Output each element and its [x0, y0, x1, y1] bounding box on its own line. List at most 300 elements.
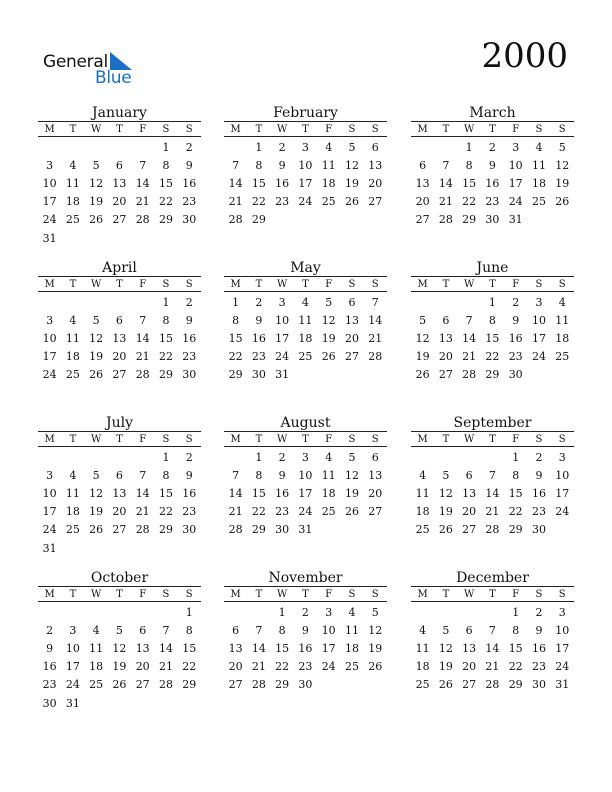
week-row	[224, 448, 387, 466]
day-cell: 6	[442, 313, 450, 327]
day-cell: 23	[275, 195, 290, 209]
weekday-header	[411, 432, 574, 447]
day-cell: 5	[371, 605, 379, 619]
week-row	[411, 174, 574, 192]
day-cell: 6	[115, 313, 123, 327]
day-cell: 1	[162, 295, 170, 309]
weekday-label: T	[442, 588, 450, 600]
day-cell: 19	[344, 176, 359, 190]
day-cell: 20	[135, 660, 150, 674]
day-cell: 15	[228, 331, 243, 345]
day-cell: 10	[42, 176, 57, 190]
day-cell: 10	[42, 331, 57, 345]
day-cell: 20	[415, 195, 430, 209]
day-cell: 31	[555, 678, 570, 692]
week-rows	[411, 137, 574, 229]
day-cell: 25	[531, 195, 546, 209]
day-cell: 23	[275, 505, 290, 519]
day-cell: 24	[555, 505, 570, 519]
day-cell: 19	[368, 641, 383, 655]
weekday-label: W	[464, 588, 475, 600]
weekday-label: S	[162, 278, 170, 290]
day-cell: 8	[488, 313, 496, 327]
day-cell: 18	[555, 331, 570, 345]
day-cell: 12	[438, 641, 453, 655]
day-cell: 10	[555, 468, 570, 482]
weekday-label: M	[417, 588, 428, 600]
calendar-year: 2000	[481, 36, 568, 76]
day-cell: 25	[555, 350, 570, 364]
day-cell: 24	[42, 523, 57, 537]
day-cell: 19	[89, 350, 104, 364]
week-row	[38, 211, 201, 229]
day-cell: 26	[415, 368, 430, 382]
day-cell: 4	[301, 295, 309, 309]
day-cell: 17	[65, 660, 80, 674]
day-cell: 22	[182, 660, 197, 674]
day-cell: 8	[512, 468, 520, 482]
day-cell: 5	[419, 313, 427, 327]
day-cell: 1	[512, 605, 520, 619]
week-row	[38, 466, 201, 484]
month-title: June	[411, 260, 574, 277]
day-cell: 27	[438, 368, 453, 382]
day-cell: 19	[438, 660, 453, 674]
day-cell: 20	[368, 486, 383, 500]
day-cell: 13	[344, 313, 359, 327]
day-cell: 19	[89, 195, 104, 209]
day-cell: 16	[182, 331, 197, 345]
day-cell: 27	[135, 678, 150, 692]
week-row	[411, 676, 574, 694]
weekday-label: M	[44, 123, 55, 135]
day-cell: 21	[135, 195, 150, 209]
weekday-label: W	[91, 123, 102, 135]
day-cell: 13	[462, 486, 477, 500]
week-row	[411, 138, 574, 156]
day-cell: 3	[301, 140, 309, 154]
day-cell: 21	[135, 505, 150, 519]
week-row	[411, 293, 574, 311]
week-row	[38, 503, 201, 521]
week-rows	[224, 137, 387, 229]
day-cell: 12	[555, 158, 570, 172]
day-cell: 28	[135, 523, 150, 537]
day-cell: 22	[158, 350, 173, 364]
weekday-header	[411, 587, 574, 602]
day-cell: 20	[112, 350, 127, 364]
day-cell: 1	[465, 140, 473, 154]
week-row	[411, 621, 574, 639]
day-cell: 16	[508, 331, 523, 345]
day-cell: 2	[535, 605, 543, 619]
day-cell: 8	[255, 468, 263, 482]
day-cell: 23	[531, 505, 546, 519]
day-cell: 30	[275, 523, 290, 537]
weekday-label: W	[464, 433, 475, 445]
day-cell: 8	[162, 468, 170, 482]
day-cell: 7	[255, 623, 263, 637]
day-cell: 18	[89, 660, 104, 674]
day-cell: 15	[251, 486, 266, 500]
week-rows	[224, 602, 387, 694]
day-cell: 5	[92, 468, 100, 482]
weekday-label: T	[116, 278, 123, 290]
day-cell: 7	[465, 313, 473, 327]
day-cell: 27	[344, 350, 359, 364]
day-cell: 29	[462, 213, 477, 227]
day-cell: 17	[321, 641, 336, 655]
day-cell: 8	[255, 158, 263, 172]
day-cell: 25	[415, 523, 430, 537]
day-cell: 3	[301, 450, 309, 464]
day-cell: 9	[185, 468, 193, 482]
day-cell: 21	[485, 660, 500, 674]
day-cell: 16	[275, 486, 290, 500]
weekday-label: F	[512, 278, 520, 290]
day-cell: 22	[158, 505, 173, 519]
day-cell: 4	[69, 468, 77, 482]
day-cell: 24	[555, 660, 570, 674]
weekday-header	[224, 122, 387, 137]
week-row	[411, 156, 574, 174]
day-cell: 26	[89, 523, 104, 537]
week-row	[38, 293, 201, 311]
week-row	[224, 521, 387, 539]
week-row	[411, 366, 574, 384]
weekday-label: W	[277, 588, 288, 600]
day-cell: 21	[228, 195, 243, 209]
day-cell: 25	[321, 505, 336, 519]
day-cell: 7	[371, 295, 379, 309]
day-cell: 18	[65, 195, 80, 209]
week-row	[411, 466, 574, 484]
week-row	[411, 603, 574, 621]
weekday-label: S	[535, 588, 543, 600]
day-cell: 7	[232, 158, 240, 172]
day-cell: 15	[182, 641, 197, 655]
day-cell: 26	[112, 678, 127, 692]
weekday-label: M	[230, 278, 241, 290]
day-cell: 2	[185, 450, 193, 464]
day-cell: 26	[89, 213, 104, 227]
day-cell: 4	[92, 623, 100, 637]
day-cell: 18	[321, 486, 336, 500]
day-cell: 13	[112, 486, 127, 500]
weekday-label: F	[325, 278, 333, 290]
day-cell: 18	[65, 505, 80, 519]
day-cell: 24	[298, 505, 313, 519]
month-title: May	[224, 260, 387, 277]
day-cell: 29	[251, 213, 266, 227]
weekday-label: S	[162, 588, 170, 600]
day-cell: 24	[508, 195, 523, 209]
month-november	[224, 570, 387, 694]
day-cell: 6	[232, 623, 240, 637]
day-cell: 23	[182, 505, 197, 519]
weekday-label: M	[230, 588, 241, 600]
weekday-label: S	[371, 588, 379, 600]
day-cell: 18	[415, 505, 430, 519]
day-cell: 22	[462, 195, 477, 209]
week-row	[411, 484, 574, 502]
weekday-header	[224, 432, 387, 447]
day-cell: 17	[275, 331, 290, 345]
day-cell: 28	[251, 678, 266, 692]
day-cell: 23	[42, 678, 57, 692]
week-rows	[38, 602, 201, 712]
day-cell: 28	[438, 213, 453, 227]
day-cell: 2	[512, 295, 520, 309]
week-row	[224, 211, 387, 229]
day-cell: 27	[368, 195, 383, 209]
day-cell: 10	[508, 158, 523, 172]
weekday-label: M	[417, 123, 428, 135]
day-cell: 4	[558, 295, 566, 309]
weekday-label: T	[69, 588, 77, 600]
day-cell: 4	[419, 468, 427, 482]
weekday-header	[38, 277, 201, 292]
weekday-label: M	[230, 123, 241, 135]
day-cell: 29	[275, 678, 290, 692]
day-cell: 9	[488, 158, 496, 172]
day-cell: 21	[462, 350, 477, 364]
day-cell: 7	[139, 468, 147, 482]
day-cell: 26	[555, 195, 570, 209]
day-cell: 20	[462, 660, 477, 674]
day-cell: 6	[115, 468, 123, 482]
day-cell: 22	[485, 350, 500, 364]
week-row	[224, 193, 387, 211]
weekday-label: F	[325, 123, 333, 135]
week-row	[224, 639, 387, 657]
weekday-header	[224, 277, 387, 292]
day-cell: 16	[42, 660, 57, 674]
week-row	[38, 639, 201, 657]
day-cell: 27	[462, 678, 477, 692]
day-cell: 17	[42, 350, 57, 364]
day-cell: 1	[255, 450, 263, 464]
day-cell: 21	[135, 350, 150, 364]
weekday-label: T	[489, 278, 496, 290]
day-cell: 15	[485, 331, 500, 345]
weekday-label: W	[464, 278, 475, 290]
weekday-label: F	[512, 433, 520, 445]
day-cell: 31	[275, 368, 290, 382]
day-cell: 13	[228, 641, 243, 655]
day-cell: 30	[485, 213, 500, 227]
day-cell: 1	[232, 295, 240, 309]
day-cell: 11	[344, 623, 359, 637]
weekday-header	[224, 587, 387, 602]
weekday-header	[38, 587, 201, 602]
day-cell: 4	[535, 140, 543, 154]
weekday-label: F	[139, 123, 147, 135]
day-cell: 27	[112, 368, 127, 382]
week-row	[38, 694, 201, 712]
day-cell: 30	[42, 696, 57, 710]
day-cell: 30	[182, 368, 197, 382]
week-row	[38, 621, 201, 639]
day-cell: 30	[531, 678, 546, 692]
day-cell: 6	[465, 623, 473, 637]
day-cell: 29	[251, 523, 266, 537]
weekday-label: F	[139, 278, 147, 290]
day-cell: 19	[89, 505, 104, 519]
day-cell: 11	[65, 486, 80, 500]
weekday-header	[38, 432, 201, 447]
day-cell: 15	[158, 331, 173, 345]
week-row	[224, 329, 387, 347]
weekday-header	[411, 122, 574, 137]
weekday-label: S	[558, 123, 566, 135]
month-september	[411, 415, 574, 539]
day-cell: 24	[42, 368, 57, 382]
day-cell: 2	[278, 140, 286, 154]
weekday-label: T	[302, 433, 309, 445]
weekday-header	[411, 277, 574, 292]
day-cell: 25	[65, 368, 80, 382]
day-cell: 4	[325, 450, 333, 464]
day-cell: 14	[158, 641, 173, 655]
day-cell: 21	[368, 331, 383, 345]
week-row	[38, 676, 201, 694]
month-title: December	[411, 570, 574, 587]
week-row	[224, 138, 387, 156]
day-cell: 8	[232, 313, 240, 327]
day-cell: 7	[139, 313, 147, 327]
weekday-header	[38, 122, 201, 137]
day-cell: 18	[415, 660, 430, 674]
day-cell: 23	[298, 660, 313, 674]
day-cell: 15	[158, 176, 173, 190]
day-cell: 10	[555, 623, 570, 637]
weekday-label: F	[512, 588, 520, 600]
day-cell: 8	[185, 623, 193, 637]
day-cell: 14	[135, 486, 150, 500]
day-cell: 19	[555, 176, 570, 190]
day-cell: 17	[555, 486, 570, 500]
day-cell: 1	[162, 140, 170, 154]
day-cell: 12	[321, 313, 336, 327]
weekday-label: W	[91, 588, 102, 600]
weekday-label: T	[69, 123, 77, 135]
day-cell: 7	[488, 623, 496, 637]
day-cell: 30	[182, 523, 197, 537]
weekday-label: T	[69, 278, 77, 290]
day-cell: 25	[65, 213, 80, 227]
day-cell: 14	[485, 486, 500, 500]
day-cell: 10	[321, 623, 336, 637]
day-cell: 14	[135, 176, 150, 190]
weekday-label: T	[302, 123, 309, 135]
day-cell: 26	[368, 660, 383, 674]
day-cell: 12	[112, 641, 127, 655]
day-cell: 17	[508, 176, 523, 190]
day-cell: 23	[182, 195, 197, 209]
week-rows	[411, 292, 574, 384]
day-cell: 2	[488, 140, 496, 154]
week-row	[224, 311, 387, 329]
day-cell: 11	[298, 313, 313, 327]
day-cell: 8	[278, 623, 286, 637]
month-april	[38, 260, 201, 384]
week-row	[38, 329, 201, 347]
day-cell: 5	[442, 468, 450, 482]
day-cell: 17	[42, 505, 57, 519]
month-title: November	[224, 570, 387, 587]
month-june	[411, 260, 574, 384]
weekday-label: S	[535, 278, 543, 290]
day-cell: 7	[232, 468, 240, 482]
week-row	[411, 503, 574, 521]
day-cell: 11	[65, 331, 80, 345]
day-cell: 22	[228, 350, 243, 364]
day-cell: 3	[535, 295, 543, 309]
day-cell: 18	[531, 176, 546, 190]
weekday-label: S	[185, 123, 193, 135]
weekday-label: T	[255, 588, 263, 600]
week-row	[38, 229, 201, 247]
day-cell: 25	[298, 350, 313, 364]
week-row	[38, 193, 201, 211]
weekday-label: S	[185, 588, 193, 600]
day-cell: 12	[89, 176, 104, 190]
day-cell: 23	[182, 350, 197, 364]
day-cell: 31	[42, 541, 57, 555]
month-august	[224, 415, 387, 539]
day-cell: 16	[182, 176, 197, 190]
day-cell: 4	[69, 158, 77, 172]
day-cell: 27	[112, 213, 127, 227]
day-cell: 3	[558, 450, 566, 464]
day-cell: 9	[535, 468, 543, 482]
day-cell: 19	[321, 331, 336, 345]
weekday-label: T	[255, 123, 263, 135]
week-row	[38, 311, 201, 329]
day-cell: 5	[558, 140, 566, 154]
day-cell: 26	[438, 523, 453, 537]
day-cell: 2	[535, 450, 543, 464]
weekday-label: S	[185, 433, 193, 445]
day-cell: 15	[251, 176, 266, 190]
day-cell: 18	[65, 350, 80, 364]
day-cell: 29	[228, 368, 243, 382]
day-cell: 16	[485, 176, 500, 190]
day-cell: 9	[185, 313, 193, 327]
week-row	[38, 539, 201, 557]
day-cell: 3	[46, 313, 54, 327]
day-cell: 25	[415, 678, 430, 692]
week-rows	[38, 137, 201, 247]
day-cell: 20	[228, 660, 243, 674]
day-cell: 1	[185, 605, 193, 619]
week-row	[411, 658, 574, 676]
logo-word-blue: Blue	[95, 68, 132, 88]
day-cell: 8	[465, 158, 473, 172]
day-cell: 21	[251, 660, 266, 674]
day-cell: 12	[344, 468, 359, 482]
weekday-label: M	[44, 588, 55, 600]
day-cell: 15	[508, 486, 523, 500]
day-cell: 24	[42, 213, 57, 227]
week-row	[411, 193, 574, 211]
day-cell: 12	[368, 623, 383, 637]
day-cell: 4	[348, 605, 356, 619]
day-cell: 22	[275, 660, 290, 674]
weekday-label: T	[489, 588, 496, 600]
day-cell: 5	[92, 158, 100, 172]
